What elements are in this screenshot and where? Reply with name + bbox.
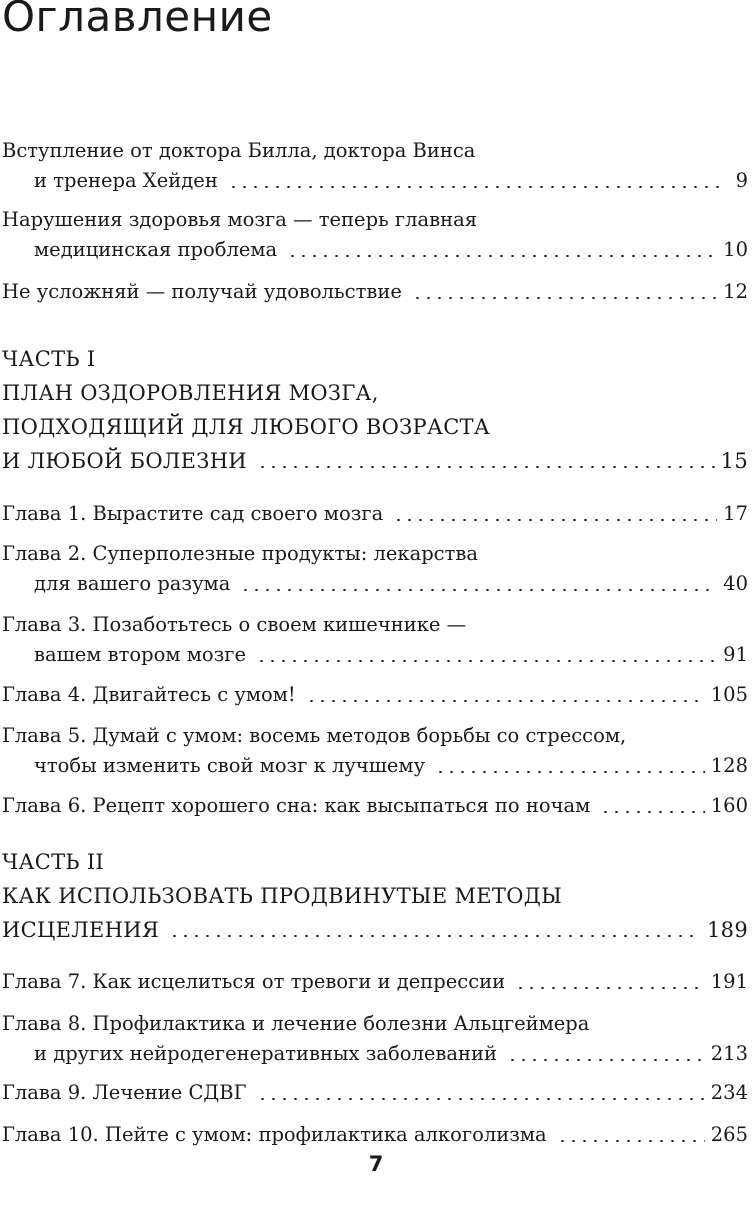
dot-leader [287,255,717,257]
entry-text: Глава 4. Двигайтесь с умом! [2,683,296,706]
entry-text: Глава 3. Позаботьтесь о своем кишечнике — [2,613,467,636]
page-ref: 160 [710,794,748,817]
entry-text: Глава 1. Вырастите сад своего мозга [2,502,384,525]
entry-text: Глава 10. Пейте с умом: профилактика алкоголизма [2,1123,547,1146]
toc-entry-chapter-1[interactable] [2,499,748,529]
toc-entry-intro-3[interactable] [2,277,748,307]
dot-leader [169,935,701,937]
toc-entry-intro-2[interactable] [2,205,748,265]
entry-text: Глава 6. Рецепт хорошего сна: как высыпаться по ночам [2,794,591,817]
toc-entry-chapter-4[interactable] [2,680,748,710]
toc-entry-chapter-10[interactable] [2,1120,748,1150]
dot-leader [256,660,717,662]
page-ref: 213 [710,1042,748,1065]
page-ref: 265 [710,1123,748,1146]
dot-leader [228,186,722,188]
toc-entry-chapter-7[interactable] [2,967,748,997]
dot-leader [507,1059,705,1061]
page-number: 7 [368,1152,384,1176]
entry-text: Не усложняй — получай удовольствие [2,280,402,303]
page-title: Оглавление [2,0,273,41]
page-ref: 10 [723,238,748,261]
part-label: ЧАСТЬ I [2,347,96,371]
entry-text: чтобы изменить свой мозг к лучшему [34,754,426,777]
toc-entry-chapter-8[interactable] [2,1009,748,1069]
entry-text: Глава 7. Как исцелиться от тревоги и депрессии [2,970,506,993]
entry-text: вашем втором мозге [34,643,247,666]
entry-text: и тренера Хейден [34,169,218,192]
toc-entry-chapter-6[interactable] [2,791,748,821]
part-title-line: И ЛЮБОЙ БОЛЕЗНИ [2,449,247,473]
page-ref: 191 [710,970,748,993]
entry-text: Глава 2. Суперполезные продукты: лекарства [2,542,478,565]
part-title-line: ИСЦЕЛЕНИЯ [2,918,160,942]
entry-text: медицинская проблема [34,238,278,261]
page-ref: 189 [707,918,748,942]
toc-entry-chapter-2[interactable] [2,539,748,599]
dot-leader [257,466,715,468]
entry-text: Глава 9. Лечение СДВГ [2,1081,247,1104]
dot-leader [435,771,705,773]
dot-leader [306,700,705,702]
toc-entry-chapter-5[interactable] [2,721,748,781]
dot-leader [393,519,717,521]
toc-entry-intro-1[interactable] [2,136,748,196]
page-ref: 15 [720,449,748,473]
entry-text: и других нейродегенеративных заболеваний [34,1042,498,1065]
part-label: ЧАСТЬ II [2,850,105,874]
entry-text: для вашего разума [34,572,231,595]
page-ref: 234 [710,1081,748,1104]
entry-text: Глава 8. Профилактика и лечение болезни Альцгеймера [2,1012,590,1035]
dot-leader [257,1098,705,1100]
page-ref: 12 [723,280,748,303]
part-title-line: ПЛАН ОЗДОРОВЛЕНИЯ МОЗГА, [2,381,379,405]
entry-text: Глава 5. Думай с умом: восемь методов борьбы со стрессом, [2,724,627,747]
page-ref: 17 [723,502,748,525]
part-title-line: КАК ИСПОЛЬЗОВАТЬ ПРОДВИНУТЫЕ МЕТОДЫ [2,884,563,908]
dot-leader [240,589,717,591]
page-ref: 91 [723,643,748,666]
part-heading-2[interactable] [2,845,748,947]
dot-leader [515,987,705,989]
page-ref: 128 [710,754,748,777]
dot-leader [600,811,704,813]
entry-text: Нарушения здоровья мозга — теперь главная [2,208,478,231]
dot-leader [557,1140,705,1142]
page-ref: 9 [735,169,748,192]
page-ref: 105 [710,683,748,706]
toc-entry-chapter-3[interactable] [2,610,748,670]
dot-leader [412,297,717,299]
part-title-line: ПОДХОДЯЩИЙ ДЛЯ ЛЮБОГО ВОЗРАСТА [2,415,491,439]
entry-text: Вступление от доктора Билла, доктора Винса [2,139,476,162]
page-ref: 40 [723,572,748,595]
part-heading-1[interactable] [2,342,748,478]
toc-entry-chapter-9[interactable] [2,1078,748,1108]
